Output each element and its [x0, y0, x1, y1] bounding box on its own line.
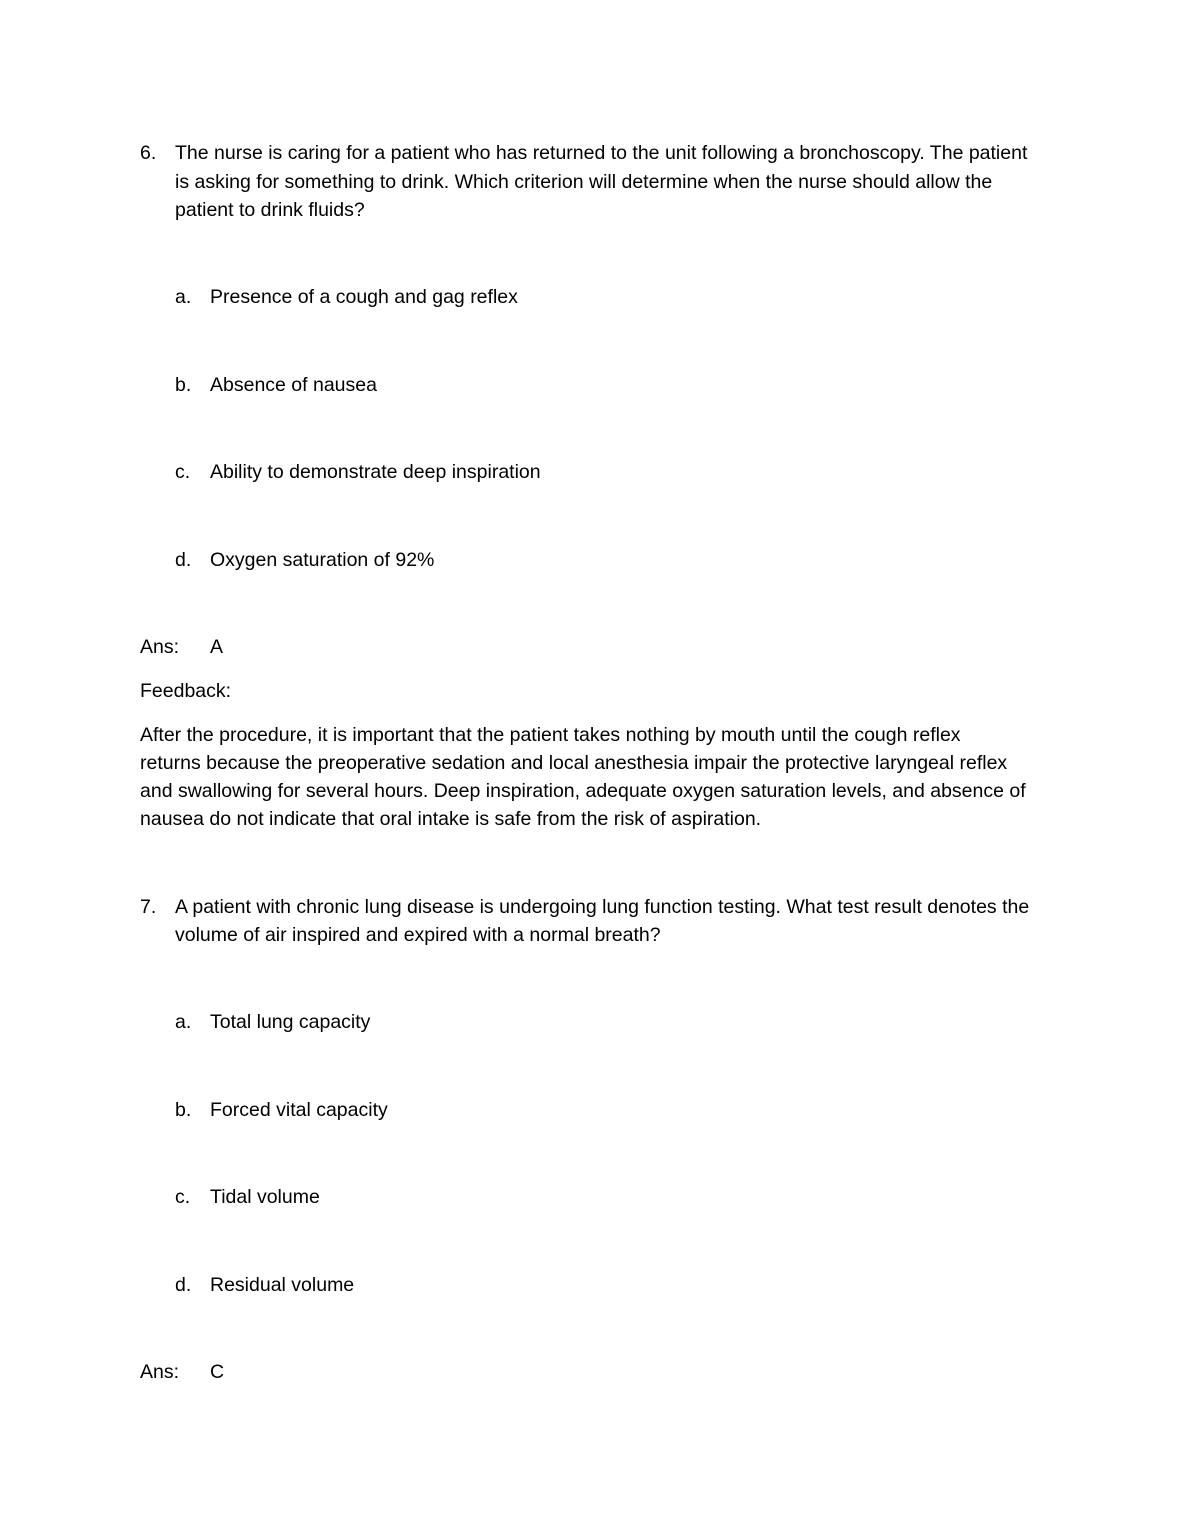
feedback-line: nausea do not indicate that oral intake is safe from the risk of aspiration.: [140, 808, 762, 830]
question-stem-line: A patient with chronic lung disease is undergoing lung function testing. What test result denotes the: [175, 896, 1030, 918]
option-letter: d.: [175, 549, 192, 571]
option-letter: c.: [175, 1186, 191, 1208]
option-text: Residual volume: [210, 1274, 355, 1296]
question-stem-line: volume of air inspired and expired with a normal breath?: [175, 924, 661, 946]
option-text: Total lung capacity: [210, 1011, 371, 1033]
option-letter: a.: [175, 286, 192, 308]
feedback-label: Feedback:: [140, 680, 232, 702]
question-stem-line: patient to drink fluids?: [175, 199, 365, 221]
option-text: Tidal volume: [210, 1186, 320, 1208]
option-text: Oxygen saturation of 92%: [210, 549, 435, 571]
option-text: Presence of a cough and gag reflex: [210, 286, 518, 308]
option-text: Ability to demonstrate deep inspiration: [210, 461, 541, 483]
question-stem-line: The nurse is caring for a patient who has returned to the unit following a bronchoscopy. The patient: [175, 142, 1028, 164]
option-letter: d.: [175, 1274, 192, 1296]
question-stem-line: is asking for something to drink. Which criterion will determine when the nurse should allow the: [175, 171, 993, 193]
option-letter: b.: [175, 374, 192, 396]
option-letter: b.: [175, 1099, 192, 1121]
question-number: 6.: [140, 142, 157, 164]
option-letter: c.: [175, 461, 191, 483]
question-number: 7.: [140, 896, 157, 918]
answer-label: Ans:: [140, 636, 180, 658]
option-text: Absence of nausea: [210, 374, 377, 396]
feedback-line: returns because the preoperative sedation and local anesthesia impair the protective laryngeal reflex: [140, 752, 1008, 774]
option-letter: a.: [175, 1011, 192, 1033]
answer-value: C: [210, 1361, 225, 1383]
feedback-line: After the procedure, it is important that the patient takes nothing by mouth until the cough reflex: [140, 724, 961, 746]
answer-value: A: [210, 636, 224, 658]
option-text: Forced vital capacity: [210, 1099, 388, 1121]
answer-label: Ans:: [140, 1361, 180, 1383]
feedback-line: and swallowing for several hours. Deep inspiration, adequate oxygen saturation levels, and absence of: [140, 780, 1026, 802]
